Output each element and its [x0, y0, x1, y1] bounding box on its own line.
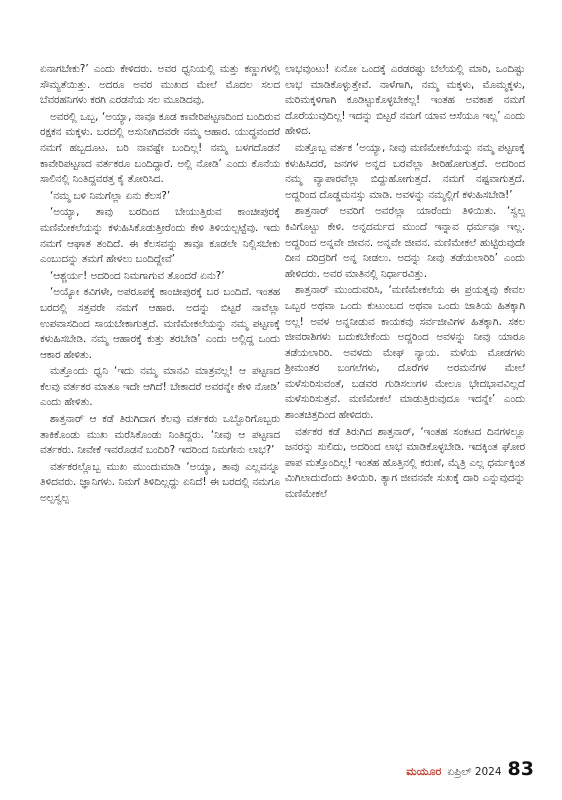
page-footer	[406, 758, 534, 780]
left-column	[40, 62, 280, 508]
magazine-name: ಮಯೂರ	[406, 765, 442, 778]
paragraph: ‘ಅಯ್ಯೋ ಕವಿಗಳೇ, ಅಪರೂಪಕ್ಕೆ ಕಾಂಚೀಪುರಕ್ಕೆ ಬರ ಬಂದಿದೆ. ಇಂತಹ ಬರದಲ್ಲಿ ಸತ್ತವರೇ ನಮಗೆ ಆಹಾರ. ಅದನ್ನು ಬಿಟ್ಟರೆ ನಾವೆಲ್ಲಾ ಉಪವಾಸದಿಂದ ಸಾಯಬೇಕಾಗುತ್ತದೆ. ಮಣಿಮೇಕಲೆಯನ್ನು ನಮ್ಮ ಪಟ್ಟಣಕ್ಕೆ ಕಳುಹಿಸಬೇಡಿ. ನಮ್ಮ ಆಹಾರಕ್ಕೆ ಕುತ್ತು ತರಬೇಡಿ’ ಎಂದು ಅಲ್ಲಿದ್ದ ಒಂದು ಆಕಾರ ಹೇಳಿತು.	[40, 286, 280, 361]
paragraph: ಏನಾಗಬೇಕು?’ ಎಂದು ಕೇಳಿದರು. ಅವರ ಧ್ವನಿಯಲ್ಲಿ ಮತ್ತು ಕಣ್ಣುಗಳಲ್ಲಿ ಸೌಮ್ಯತೆಯಿತ್ತು. ಅದರೂ ಅವರ ಮುಖದ ಮೇಲೆ ಮೊದಲ ಸಲದ ಬೆವರಹನಿಗಳು ಕರಗಿ ಎರಡನೆಯ ಸಲ ಮೂಡಿದವು.	[40, 63, 280, 107]
paragraph: ಅವರಲ್ಲಿ ಒಬ್ಬ, ‘ಅಯ್ಯಾ, ನಾವೂ ಕೂಡ ಕಾವೇರಿಪಟ್ಟಣದಿಂದ ಬಂದಿರುವ ರಕ್ಷಕನ ಮಕ್ಕಳು. ಬರದಲ್ಲಿ ಅಸುನೀಗಿದವರೇ ನಮ್ಮ ಆಹಾರ. ಯುದ್ಧವಂದರೆ ನಮಗೆ ಹಬ್ಬದೂಟ. ಬರಿ ನಾವಷ್ಟೇ ಬಂದಿಲ್ಲ! ನಮ್ಮ ಬಳಗದೊಡನೆ ಕಾವೇರಿಪಟ್ಟಣದ ವರ್ತಕರೂ ಬಂದಿದ್ದಾರೆ. ಅಲ್ಲಿ ನೋಡಿ’ ಎಂದು ಕೊನೆಯ ಸಾಲಿನಲ್ಲಿ ನಿಂತಿದ್ದವರತ್ತ ಕೈ ತೋರಿಸಿದ.	[40, 110, 280, 186]
paragraph: ಶಾತ್ತನಾರ್ ಆ ಕಡೆ ತಿರುಗಿದಾಗ ಕೆಲವು ವರ್ತಕರು ಒಬ್ಬೊರಿಗೊಬ್ಬರು ತಾಕಿಕೊಂಡು ಮುಖ ಮರೆಸಿಕೊಂಡು ನಿಂತಿದ್ದರು. ‘ನೀವು ಆ ಪಟ್ಟಣದ ವರ್ತಕರು. ನೀವೇಕೆ ಇವರೊಡನೆ ಬಂದಿರಿ? ಇದರಿಂದ ನಿಮಗೇನು ಲಾಭ?’	[40, 413, 280, 457]
paragraph: ಶಾತ್ತನಾರ್ ಮುಂದುವರಿಸಿ, ‘ಮಣಿಮೇಕಲೆಯ ಈ ಪ್ರಯತ್ನವು ಕೇವಲ ಒಬ್ಬರ ಅಥವಾ ಒಂದು ಕುಟುಂಬದ ಅಥವಾ ಒಂದು ಜಾತಿಯ ಹಿತಕ್ಕಾಗಿ ಅಲ್ಲ! ಅವಳ ಅನ್ನನೀಡುವ ಕಾಯಕವು ಸರ್ವಜೀವಿಗಳ ಹಿತಕ್ಕಾಗಿ. ಸಕಲ ಜೀವರಾಶಿಗಳು ಬದುಕಬೇಕೆಂದು ಅದ್ದರಿಂದ ಅವಳನ್ನು ನೀವು ಯಾರೂ ತಡೆಯಲಾರಿರಿ. ಅವಳದು ಮೇಘ ನ್ಯಾಯ. ಮಳೆಯ ಮೋಡಗಳು ಶ್ರೀಮಂತರ ಬಂಗಲೆಗಳು, ದೊರೆಗಳ ಅರಮನೆಗಳ ಮೇಲೆ ಮಳೆಸುರಿಸುವಂತೆ, ಬಡವರ ಗುಡಿಸಲುಗಳ ಮೇಲೂ ಭೇದಭಾವವಿಲ್ಲದೆ ಮಳೆಸುರಿಸುತ್ತವೆ. ಮಣಿಮೇಕಲೆ ಮಾಡುತ್ತಿರುವುದೂ ಇದನ್ನೇ’ ಎಂದು ಶಾಂತಚಿತ್ತದಿಂದ ಹೇಳಿದರು.	[285, 284, 525, 422]
issue-date: ಏಪ್ರಿಲ್ 2024	[447, 766, 502, 778]
right-column	[285, 62, 525, 504]
paragraph: ಲಾಭವುಂಟು! ಏನೋ ಒಂದಕ್ಕೆ ಎರಡರಷ್ಟು ಬೆಲೆಯಲ್ಲಿ ಮಾರಿ, ಒಂದಿಷ್ಟು ಲಾಭ ಮಾಡಿಕೊಳ್ಳುತ್ತೇವೆ. ನಾಳೆಗಾಗಿ, ನಮ್ಮ ಮಕ್ಕಳು, ಮೊಮ್ಮಕ್ಕಳು, ಮರಿಮಕ್ಕಳಿಗಾಗಿ ಕೂಡಿಟ್ಟುಕೊಳ್ಳಬೇಕಲ್ಲ! ಇಂತಹ ಅವಕಾಶ ನಮಗೆ ದೊರೆಯುವುದಿಲ್ಲ! ಇದನ್ನು ಬಿಟ್ಟರೆ ನಮಗೆ ಯಾವ ಆಸೆಯೂ ಇಲ್ಲ’ ಎಂದು ಹೇಳಿದ.	[285, 63, 525, 138]
paragraph: ಮತ್ತೊಬ್ಬ ವರ್ತಕ ‘ಅಯ್ಯಾ, ನೀವು ಮಣಿಮೇಕಲೆಯನ್ನು ನಮ್ಮ ಪಟ್ಟಣಕ್ಕೆ ಕಳುಹಿಸಿದರೆ, ಜನಗಳ ಅನ್ನದ ಬರವೆಲ್ಲಾ ತೀರಿಹೋಗುತ್ತದೆ. ಅದರಿಂದ ನಮ್ಮ ವ್ಯಾಪಾರವೆಲ್ಲಾ ಬಿದ್ದುಹೋಗುತ್ತದೆ. ನಮಗೆ ನಷ್ಟವಾಗುತ್ತದೆ. ಅದ್ದರಿಂದ ದೊಡ್ಡಮನಸ್ಸು ಮಾಡಿ. ಅವಳನ್ನು ನಮ್ಮಲ್ಲಿಗೆ ಕಳುಹಿಸಬೇಡಿ!’	[285, 141, 525, 201]
paragraph: ಮತ್ತೊಂದು ಧ್ವನಿ ‘ಇದು ನಮ್ಮ ಮಾನವಿ ಮಾತ್ರವಲ್ಲ! ಆ ಪಟ್ಟಣದ ಕೆಲವು ವರ್ತಕರ ಮಾತೂ ಇದೇ ಆಗಿದೆ! ಬೇಕಾದರೆ ಅವರನ್ನೇ ಕೇಳಿ ನೋಡಿ’ ಎಂದು ಹೇಳಿತು.	[40, 365, 280, 409]
paragraph: ‘ನಮ್ಮ ಬಳಿ ನಿಮಗೆಲ್ಲಾ ಏನು ಕೆಲಸ?’	[50, 189, 171, 202]
paragraph: ವರ್ತಕರ ಕಡೆ ತಿರುಗಿದ ಶಾತ್ತನಾರ್, ‘ಇಂತಹ ಸಂಕಟದ ದಿನಗಳಲ್ಲೂ ಜನರನ್ನು ಸುಲಿದು, ಅದರಿಂದ ಲಾಭ ಮಾಡಿಕೊಳ್ಳಬೇಡಿ. ಇದಕ್ಕಿಂತ ಘೋರ ಪಾಪ ಮತ್ತೊಂದಿಲ್ಲ! ಇಂತಹ ಹೊತ್ತಿನಲ್ಲಿ ಕರುಣೆ, ಮೈತ್ರಿ ಎಲ್ಲ ಧರ್ಮಕ್ಕಿಂತ ಮಿಗಿಲಾದುದೆಂದು ತಿಳಿಯಿರಿ. ತ್ಯಾಗ ಜೀವನವೇ ಸುಖಕ್ಕೆ ದಾರಿ ಎನ್ನುವುದನ್ನು ಮಣಿಮೇಕಲೆ	[285, 425, 525, 501]
paragraph: ‘ಅಯ್ಯಾ, ತಾವು ಬರದಿಂದ ಬೇಯುತ್ತಿರುವ ಕಾಂಚೀಪುರಕ್ಕೆ ಮಣಿಮೇಕಲೆಯನ್ನು ಕಳುಹಿಸಿಕೊಡುತ್ತೀರೆಂದು ಕೇಳಿ ತಿಳಿಯಲ್ಪಟ್ಟೆವು. ಇದು ನಮಗೆ ಆಘಾತ ತಂದಿದೆ. ಈ ಕೆಲಸವನ್ನು ತಾವೂ ಕೂಡಲೇ ನಿಲ್ಲಿಸಬೇಕು ಎಂಬುದನ್ನು ತಮಗೆ ಹೇಳಲು ಬಂದಿದ್ದೇವೆ’	[40, 206, 280, 266]
paragraph: ವರ್ತಕರಲ್ಲೊಬ್ಬ ಮುಖ ಮುಂದುಮಾಡಿ ‘ಅಯ್ಯಾ, ತಾವು ಎಲ್ಲವನ್ನೂ ತಿಳಿದವರು. ಜ್ಞಾನಿಗಳು. ನಿಮಗೆ ತಿಳಿದಿಲ್ಲದ್ದು ಏನಿದೆ! ಈ ಬರದಲ್ಲಿ ನಮಗೂ ಅಲ್ಪಸ್ವಲ್ಪ	[40, 460, 280, 505]
paragraph: ‘ಆಶ್ಚರ್ಯ! ಅದರಿಂದ ನಿಮಗಾಗುವ ತೊಂದರೆ ಏನು?’	[50, 269, 225, 282]
page-number: 83	[507, 758, 534, 780]
paragraph: ಶಾತ್ತನಾರ್ ಅವರಿಗೆ ಅವರೆಲ್ಲಾ ಯಾರೆಂದು ತಿಳಿಯಿತು. ‘ಸ್ವಲ್ಪ ಕಿವಿಗೊಟ್ಟು ಕೇಳಿ. ಅನ್ನದರ್ಮದ ಮುಂದೆ ಇನ್ನಾವ ಧರ್ಮವೂ ಇಲ್ಲ. ಅದ್ದರಿಂದ ಅನ್ನವೇ ಜೀವನ. ಅನ್ನವೇ ಜೀವನ. ಮಣಿಮೇಕಲೆ ಹುಟ್ಟಿರುವುದೇ ದೀನ ದರಿದ್ರರಿಗೆ ಅನ್ನ ನೀಡಲು. ಅದನ್ನು ನೀವು ತಡೆಯಲಾರಿರಿ’ ಎಂದು ಹೇಳಿದರು. ಅವರ ಮಾತಿನಲ್ಲಿ ನಿರ್ಧಾರವಿತ್ತು.	[285, 205, 525, 280]
